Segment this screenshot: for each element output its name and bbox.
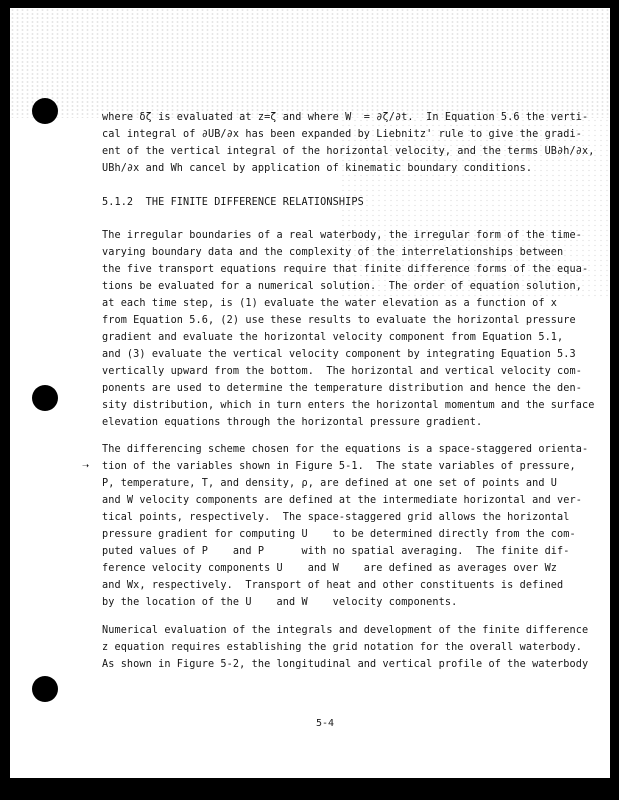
text-line: P, temperature, T, and density, ρ, are defined at one set of points and U [102, 478, 558, 489]
text-line: elevation equations through the horizontal pressure gradient. [102, 417, 483, 428]
text-line: from Equation 5.6, (2) use these results to evaluate the horizontal pressure [102, 315, 576, 326]
text-line: tions be evaluated for a numerical solution. The order of equation solution, [102, 281, 582, 292]
text-line: gradient and evaluate the horizontal velocity component from Equation 5.1, [102, 332, 564, 343]
text-line: by the location of the U and W velocity components. [102, 597, 458, 608]
page-number: 5-4 [316, 718, 335, 729]
text-line: As shown in Figure 5-2, the longitudinal and vertical profile of the waterbody [102, 659, 589, 670]
text-line: vertically upward from the bottom. The horizontal and vertical velocity com- [102, 366, 582, 377]
text-line: ponents are used to determine the temperature distribution and hence the den- [102, 383, 582, 394]
top-fragment [102, 109, 595, 177]
text-line: pressure gradient for computing U to be determined directly from the com- [102, 529, 576, 540]
punch-hole [32, 98, 58, 124]
text-line: Numerical evaluation of the integrals and development of the finite difference [102, 625, 589, 636]
text-line: where δζ is evaluated at z=ζ and where W = ∂ζ/∂t. In Equation 5.6 the verti- [102, 112, 589, 123]
document-page [10, 8, 610, 778]
text-line: cal integral of ∂UB/∂x has been expanded by Liebnitz' rule to give the gradi- [102, 129, 582, 140]
text-line: tion of the variables shown in Figure 5-1. The state variables of pressure, [102, 461, 576, 472]
scan-noise [10, 8, 610, 118]
text-line: The irregular boundaries of a real waterbody, the irregular form of the time- [102, 230, 582, 241]
text-line: the five transport equations require that finite difference forms of the equa- [102, 264, 589, 275]
text-line: z equation requires establishing the grid notation for the overall waterbody. [102, 642, 582, 653]
text-line: and Wx, respectively. Transport of heat and other constituents is defined [102, 580, 564, 591]
paragraph-1 [102, 227, 595, 431]
punch-hole [32, 676, 58, 702]
text-line: at each time step, is (1) evaluate the water elevation as a function of x [102, 298, 558, 309]
text-line: tical points, respectively. The space-staggered grid allows the horizontal [102, 512, 570, 523]
text-line: and (3) evaluate the vertical velocity component by integrating Equation 5.3 [102, 349, 576, 360]
paragraph-3 [102, 622, 589, 673]
text-line: and W velocity components are defined at the intermediate horizontal and ver- [102, 495, 582, 506]
paragraph-2 [102, 441, 589, 611]
text-line: UBh/∂x and Wh cancel by application of kinematic boundary conditions. [102, 163, 533, 174]
text-line: ference velocity components U and W are defined as averages over Wz [102, 563, 558, 574]
text-line: ent of the vertical integral of the horizontal velocity, and the terms UB∂h/∂x, [102, 146, 595, 157]
section-heading: 5.1.2 THE FINITE DIFFERENCE RELATIONSHIPS [102, 197, 364, 208]
text-line: The differencing scheme chosen for the equations is a space-staggered orienta- [102, 444, 589, 455]
punch-hole [32, 385, 58, 411]
text-line: sity distribution, which in turn enters the horizontal momentum and the surface [102, 400, 595, 411]
margin-arrow-icon: ➝ [82, 459, 90, 473]
text-line: puted values of P and P with no spatial averaging. The finite dif- [102, 546, 570, 557]
text-line: varying boundary data and the complexity of the interrelationships between [102, 247, 564, 258]
